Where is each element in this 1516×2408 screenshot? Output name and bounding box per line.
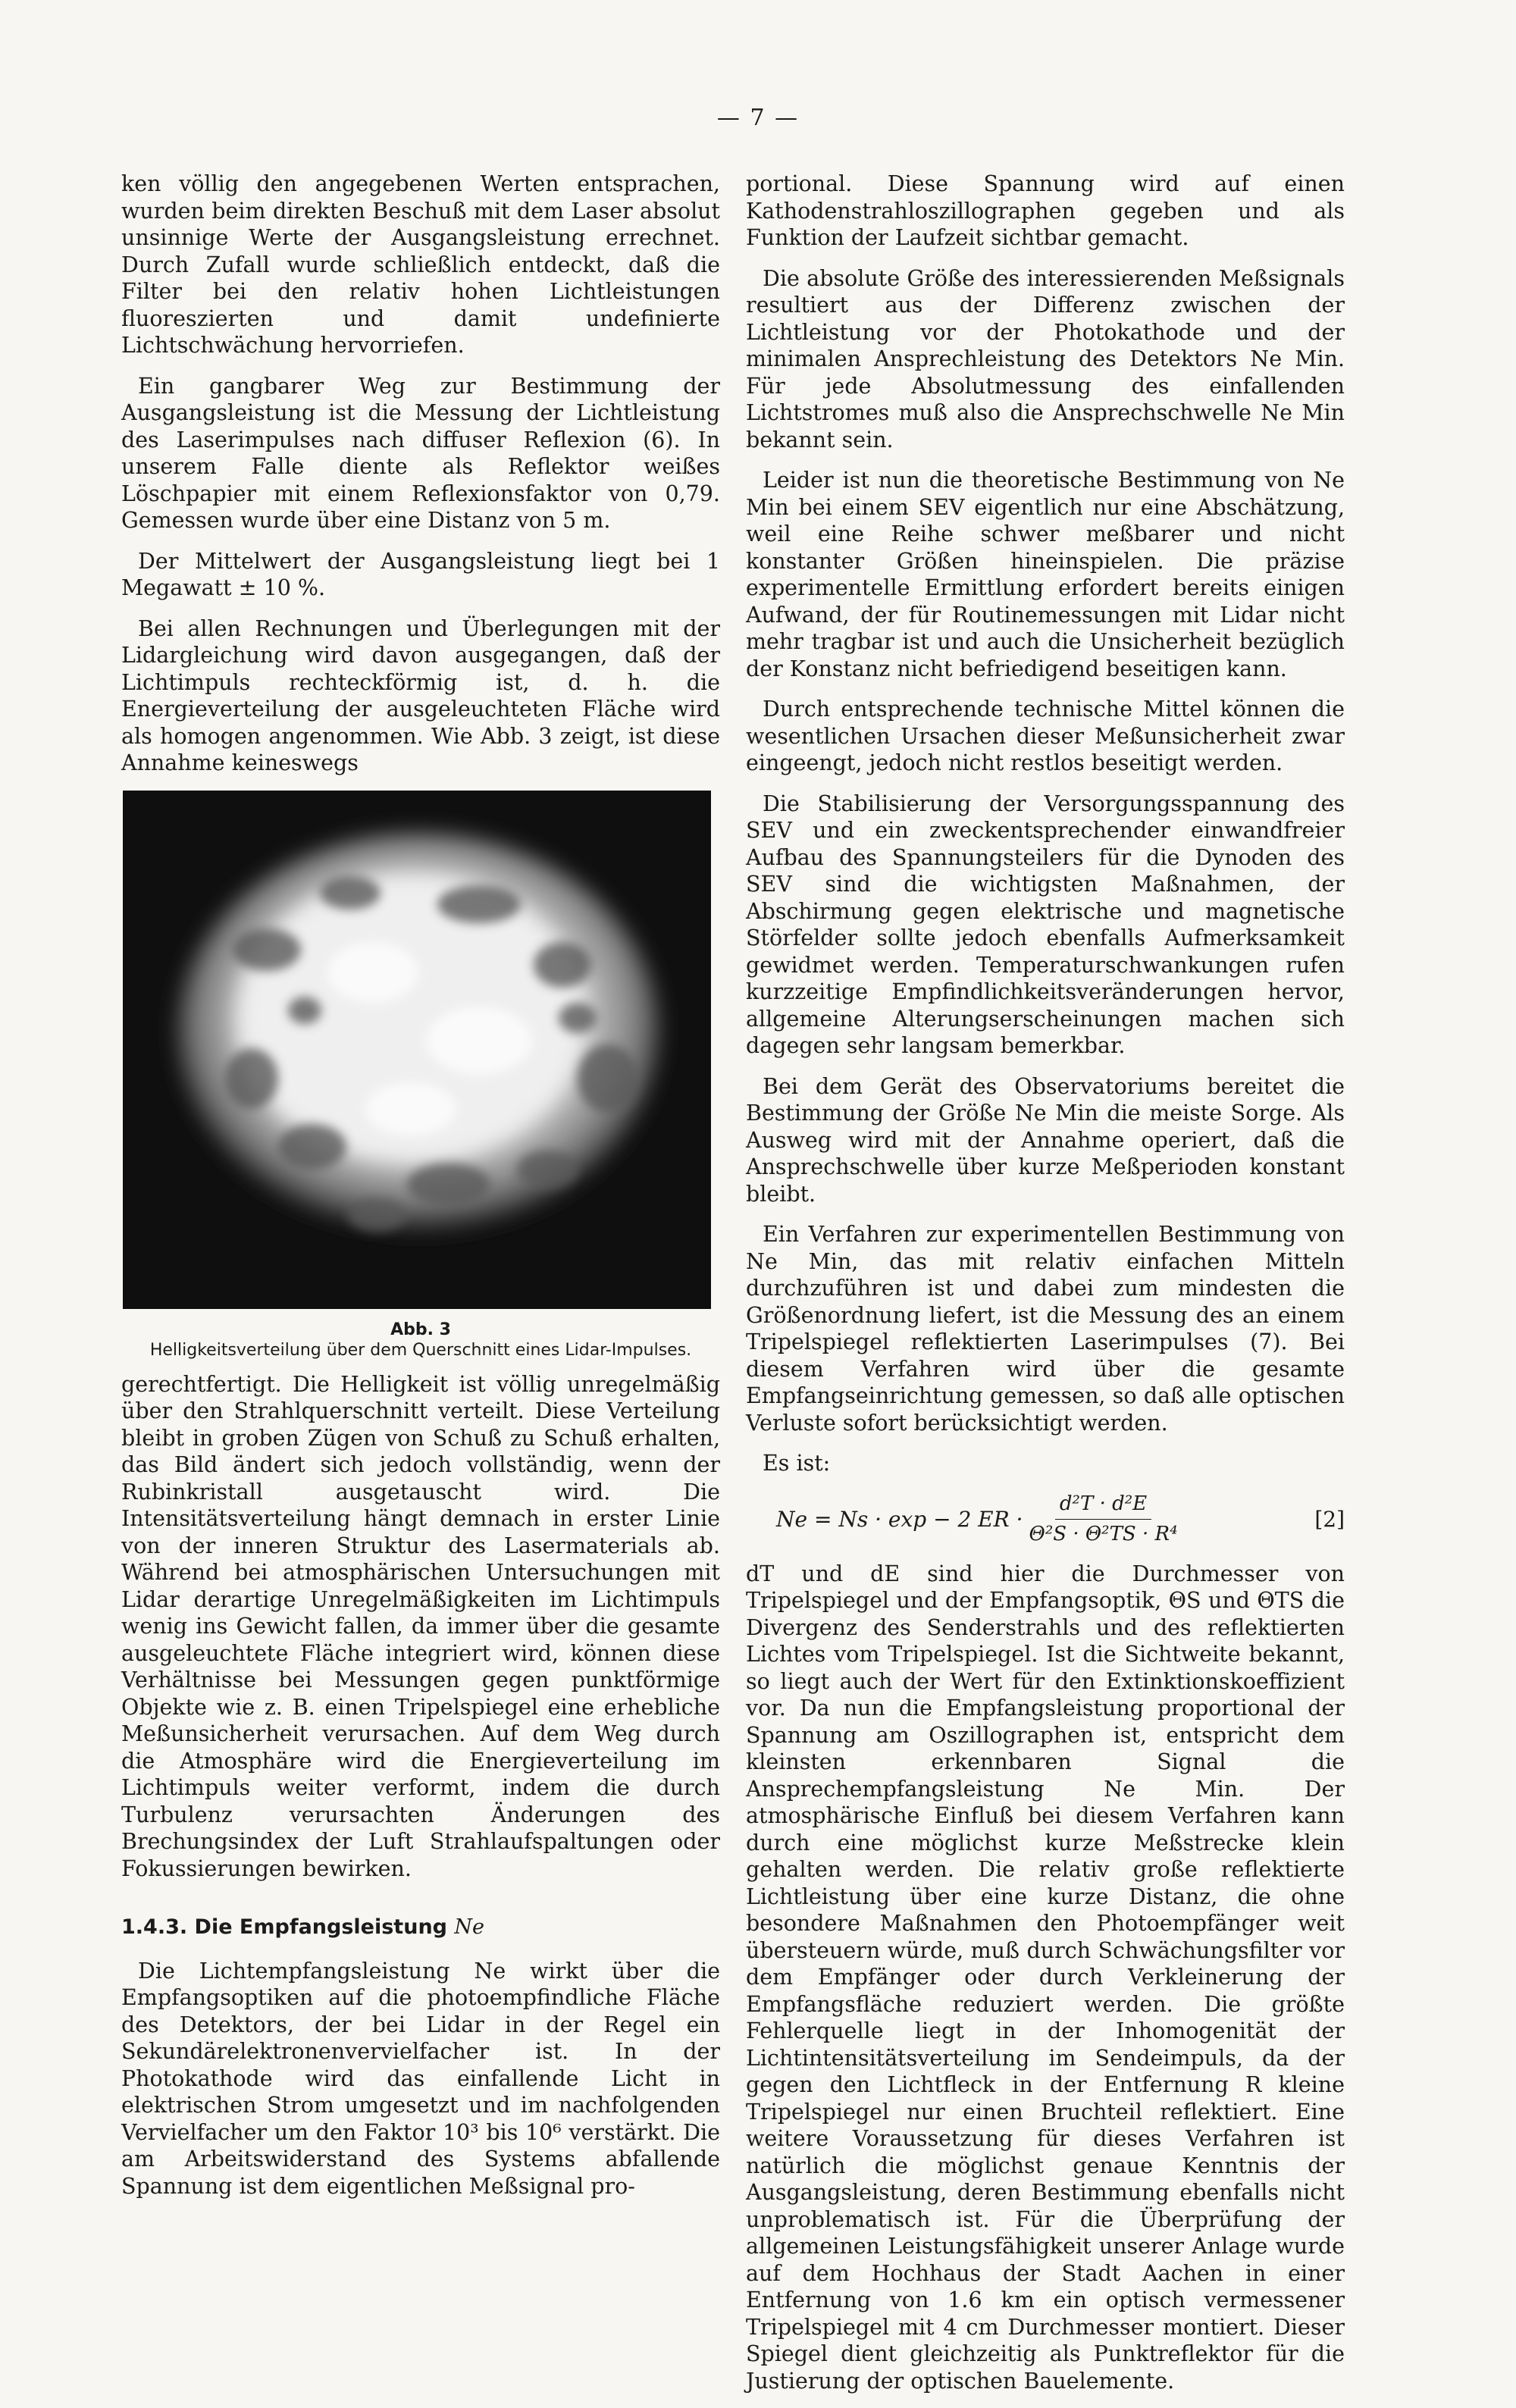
paragraph: Die Lichtempfangsleistung Ne wirkt über die Empfangsoptiken auf die photoempfindliche Fläche des Detektors, der bei Lidar in der Regel ein Sekundärelektronenvervielfacher ist. In der Photokathode wird das einfallende Licht in elektrischen Strom umgesetzt und im nachfolgenden Vervielfacher um den Faktor 10³ bis 10⁶ verstärkt. Die am Arbeitswiderstand des Systems abfallende Spannung ist dem eigentlichen Meßsignal pro- (121, 1958, 720, 2199)
figure-beam-cross-section (123, 791, 711, 1309)
paragraph: Die absolute Größe des interessierenden Meßsignals resultiert aus der Differenz zwischen der Lichtleistung vor der Photokathode und der minimalen Ansprechleistung des Detektors Ne Min. Für jede Absolutmessung des einfallenden Lichtstromes muß also die Ansprechschwelle Ne Min bekannt sein. (746, 265, 1345, 452)
equation-lhs: Ne = Ns · exp − 2 ER · (776, 1506, 1023, 1532)
paragraph: Durch entsprechende technische Mittel können die wesentlichen Ursachen dieser Meßunsicherheit zwar eingeengt, jedoch nicht restlos beseitigt werden. (746, 697, 1345, 775)
figure-label: Abb. 3 (390, 1320, 451, 1339)
paragraph: Der Mittelwert der Ausgangsleistung liegt bei 1 Megawatt ± 10 %. (121, 548, 720, 600)
equation-intro: Es ist: (763, 1451, 831, 1476)
left-column (121, 171, 720, 2213)
section-symbol: Ne (454, 1915, 485, 1939)
page-number: — 7 — (716, 105, 800, 131)
paragraph: Die Stabilisierung der Versorgungsspannung des SEV und ein zweckentsprechender einwandfreier Aufbau des Spannungsteilers für die Dynoden des SEV sind die wichtigsten Maßnahmen, der Abschirmung gegen elektrische und magnetische Störfelder sollte jedoch ebenfalls Aufmerksamkeit gewidmet werden. Temperaturschwankungen rufen kurzzeitige Empfindlichkeitsveränderungen hervor, allgemeine Alterungserscheinungen machen sich dagegen sehr langsam bemerkbar. (746, 791, 1345, 1058)
figure-caption-text: Helligkeitsverteilung über dem Querschnitt eines Lidar-Impulses. (149, 1340, 692, 1360)
paragraph: Ein Verfahren zur experimentellen Bestimmung von Ne Min, das mit relativ einfachen Mitteln durchzuführen ist und dabei zum mindesten die Größenordnung liefert, ist die Messung des an einem Tripelspiegel reflektierten Laserimpulses (7). Bei diesem Verfahren wird über die gesamte Empfangseinrichtung gemessen, so daß alle optischen Verluste sofort berücksichtigt werden. (746, 1222, 1345, 1436)
paragraph: portional. Diese Spannung wird auf einen Kathodenstrahloszillographen gegeben und als Funktion der Laufzeit sichtbar gemacht. (746, 171, 1345, 250)
paragraph: Bei allen Rechnungen und Überlegungen mit der Lidargleichung wird davon ausgegangen, daß der Lichtimpuls rechteckförmig ist, d. h. die Energieverteilung der ausgeleuchteten Fläche wird als homogen angenommen. Wie Abb. 3 zeigt, ist diese Annahme keineswegs (121, 615, 720, 775)
equation-numerator: d²T · d²E (1055, 1491, 1151, 1520)
section-heading (121, 1914, 720, 1941)
paragraph: Ein gangbarer Weg zur Bestimmung der Ausgangsleistung ist die Messung der Lichtleistung des Laserimpulses nach diffuser Reflexion (6). In unserem Falle diente als Reflektor weißes Löschpapier mit einem Reflexionsfaktor von 0,79. Gemessen wurde über eine Distanz von 5 m. (121, 373, 720, 533)
paragraph: Bei dem Gerät des Observatoriums bereitet die Bestimmung der Größe Ne Min die meiste Sorge. Als Ausweg wird mit der Annahme operiert, daß die Ansprechschwelle über kurze Meßperioden konstant bleibt. (746, 1073, 1345, 1207)
equation-fraction (1029, 1491, 1178, 1548)
equation-denominator: Θ²S · Θ²TS · R⁴ (1029, 1523, 1178, 1545)
section-number: 1.4.3. (121, 1915, 188, 1939)
section-title: Die Empfangsleistung (194, 1915, 447, 1939)
paragraph: Leider ist nun die theoretische Bestimmung von Ne Min bei einem SEV eigentlich nur eine Abschätzung, weil eine Reihe schwer meßbarer und nicht konstanter Größen hineinspielen. Die präzise experimentelle Ermittlung erfordert bereits einigen Aufwand, der für Routinemessungen mit Lidar nicht mehr tragbar ist und auch die Unsicherheit bezüglich der Konstanz nicht befriedigend beseitigen kann. (746, 468, 1345, 681)
right-column (746, 171, 1345, 2408)
equation-2 (746, 1491, 1345, 1548)
paragraph: ken völlig den angegebenen Werten entsprachen, wurden beim direkten Beschuß mit dem Laser absolut unsinnige Werte der Ausgangsleistung errechnet. Durch Zufall wurde schließlich entdeckt, daß die Filter bei den relativ hohen Lichtleistungen fluoreszierten und damit undefinierte Lichtschwächung hervorriefen. (121, 171, 720, 358)
equation-number: [2] (1314, 1506, 1345, 1532)
beam-photo-image (123, 791, 711, 1309)
figure-caption (121, 1320, 720, 1361)
paragraph: gerechtfertigt. Die Helligkeit ist völlig unregelmäßig über den Strahlquerschnitt verteilt. Diese Verteilung bleibt in groben Zügen von Schuß zu Schuß erhalten, das Bild ändert sich jedoch vollständig, wenn der Rubinkristall ausgetauscht wird. Die Intensitätsverteilung hängt demnach in erster Linie von der inneren Struktur des Lasermaterials ab. Während bei atmosphärischen Untersuchungen mit Lidar derartige Unregelmäßigkeiten im Lichtimpuls wenig ins Gewicht fallen, da immer über die gesamte ausgeleuchtete Fläche integriert wird, können diese Verhältnisse bei Messungen gegen punktförmige Objekte wie z. B. einen Tripelspiegel eine erhebliche Meßunsicherheit verursachen. Auf dem Weg durch die Atmosphäre wird die Energieverteilung im Lichtimpuls weiter verformt, indem die durch Turbulenz verursachten Änderungen des Brechungsindex der Luft Strahlaufspaltungen oder Fokussierungen bewirken. (121, 1371, 720, 1881)
paragraph: dT und dE sind hier die Durchmesser von Tripelspiegel und der Empfangsoptik, ΘS und ΘTS die Divergenz des Senderstrahls und des reflektierten Lichtes vom Tripelspiegel. Ist die Sichtweite bekannt, so liegt auch der Wert für den Extinktionskoeffizient vor. Da nun die Empfangsleistung proportional der Spannung am Oszillographen ist, entspricht dem kleinsten erkennbaren Signal die Ansprechempfangsleistung Ne Min. Der atmosphärische Einfluß bei diesem Verfahren kann durch eine möglichst kurze Meßstrecke klein gehalten werden. Die relativ große reflektierte Lichtleistung über eine kurze Distanz, die ohne besondere Maßnahmen den Photoempfänger weit übersteuern würde, muß durch Schwächungsfilter vor dem Empfänger oder durch Verkleinerung der Empfangsfläche reduziert werden. Die größte Fehlerquelle liegt in der Inhomogenität der Lichtintensitätsverteilung im Sendeimpuls, da der gegen den Lichtfleck in der Entfernung R kleine Tripelspiegel nur einen Bruchteil reflektiert. Eine weitere Voraussetzung für dieses Verfahren ist natürlich die möglichst genaue Kenntnis der Ausgangsleistung, deren Bestimmung ebenfalls nicht unproblematisch ist. Für die Überprüfung der allgemeinen Leistungsfähigkeit unserer Anlage wurde auf dem Hochhaus der Stadt Aachen in einer Entfernung von 1.6 km ein optisch vermessener Tripelspiegel mit 4 cm Durchmesser montiert. Dieser Spiegel dient gleichzeitig als Punktreflektor für die Justierung der optischen Bauelemente. (746, 1561, 1345, 2394)
